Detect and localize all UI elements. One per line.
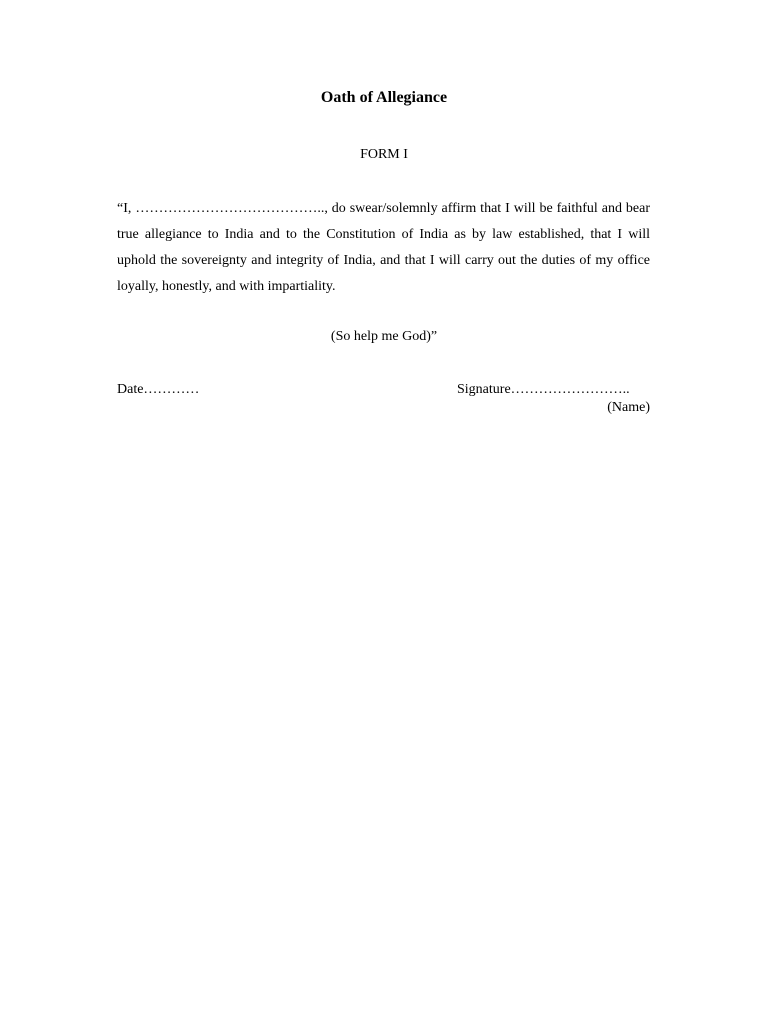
date-field: Date…………	[117, 382, 200, 397]
form-label: FORM I	[360, 147, 408, 162]
document-title: Oath of Allegiance	[320, 89, 448, 106]
name-label: (Name)	[607, 400, 650, 415]
signature-field: Signature……………………..	[457, 382, 630, 397]
oath-closing: (So help me God)”	[330, 329, 438, 344]
oath-text: “I, ………………………………….., do swear/solemnly affirm that I will be faithful and bear true allegiance to India and to the Constitution of India as by law established, that I will uphold the sovereignty and integrity of India, and that I will carry out the duties of my office loyally, honestly, and with impartiality.	[117, 201, 650, 294]
